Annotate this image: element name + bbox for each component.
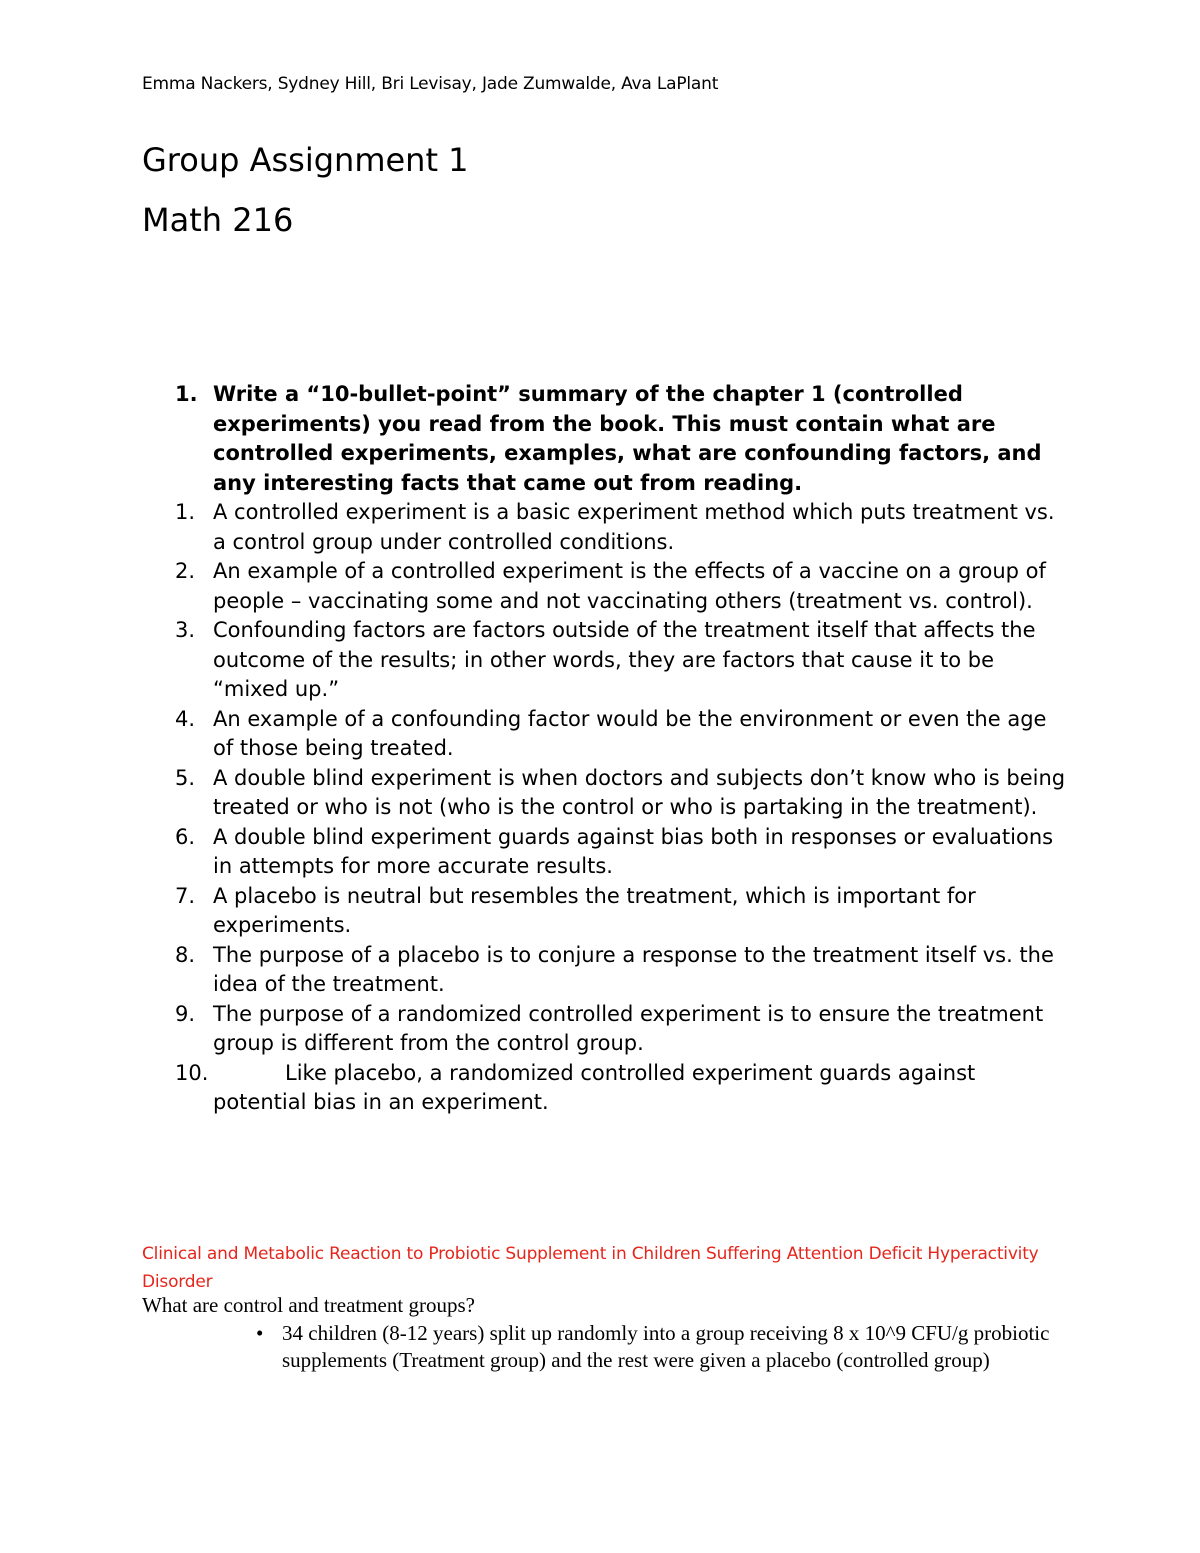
list-item [142, 823, 1072, 882]
list-item-text: The purpose of a randomized controlled experiment is to ensure the treatment group is different from the control group. [213, 1001, 1044, 1055]
list-item [142, 498, 1072, 557]
list-item [142, 616, 1072, 705]
bullet-icon: • [256, 1321, 264, 1345]
list-item-text: A double blind experiment guards against bias both in responses or evaluations in attempts for more accurate results. [213, 824, 1054, 878]
bullet-text: 34 children (8-12 years) split up randomly into a group receiving 8 x 10^9 CFU/g probiotic supplements (Treatment group) and the rest were given a placebo (controlled group) [282, 1321, 1050, 1372]
bullet-list-item [246, 1320, 1066, 1374]
study-title: Clinical and Metabolic Reaction to Probiotic Supplement in Children Suffering Attention Deficit Hyperactivity Disorder [142, 1244, 1039, 1292]
list-item [142, 882, 1072, 941]
list-item-number: 8. [175, 942, 196, 967]
question-text: Write a “10-bullet-point” summary of the chapter 1 (controlled experiments) you read from the book. This must contain what are controlled experiments, examples, what are confounding factors, and any interesting facts that came out from reading. [213, 382, 1042, 495]
list-item-text: A placebo is neutral but resembles the treatment, which is important for experiments. [213, 883, 976, 937]
list-item [142, 764, 1072, 823]
list-item-text: A controlled experiment is a basic experiment method which puts treatment vs. a control group under controlled conditions. [213, 500, 1055, 554]
list-item-text: An example of a controlled experiment is the effects of a vaccine on a group of people – vaccinating some and not vaccinating others (treatment vs. control). [213, 559, 1046, 613]
list-item [142, 705, 1072, 764]
study-question: What are control and treatment groups? [142, 1293, 475, 1317]
list-item [142, 941, 1072, 1000]
list-item-number: 1. [175, 500, 196, 524]
list-item [142, 557, 1072, 616]
list-item-number: 6. [175, 824, 196, 849]
question-number: 1. [175, 382, 198, 406]
question-list [142, 380, 1072, 498]
question-item [142, 380, 1072, 498]
list-item-text: Confounding factors are factors outside of the treatment itself that affects the outcome of the results; in other words, they are factors that cause it to be “mixed up.” [213, 618, 1036, 701]
list-item-number: 4. [175, 706, 196, 731]
list-item-text: Like placebo, a randomized controlled experiment guards against potential bias in an experiment. [213, 1060, 976, 1114]
list-item-number: 5. [175, 765, 196, 790]
list-item-text: The purpose of a placebo is to conjure a response to the treatment itself vs. the idea of the treatment. [213, 942, 1054, 996]
course-title: Math 216 [142, 201, 294, 239]
list-item-number: 2. [175, 559, 196, 583]
list-item [142, 1000, 1072, 1059]
answer-list [142, 498, 1072, 1118]
list-item-number: 7. [175, 883, 196, 908]
list-item-text: A double blind experiment is when doctors and subjects don’t know who is being treated or who is not (who is the control or who is partaking in the treatment). [213, 765, 1066, 819]
list-item-number: 3. [175, 618, 196, 642]
list-item [142, 1059, 1072, 1118]
list-item-text: An example of a confounding factor would be the environment or even the age of those being treated. [213, 706, 1047, 760]
assignment-title: Group Assignment 1 [142, 141, 469, 179]
author-names: Emma Nackers, Sydney Hill, Bri Levisay, Jade Zumwalde, Ava LaPlant [142, 74, 719, 94]
list-item-number: 10. [175, 1060, 209, 1085]
list-item-number: 9. [175, 1001, 196, 1026]
